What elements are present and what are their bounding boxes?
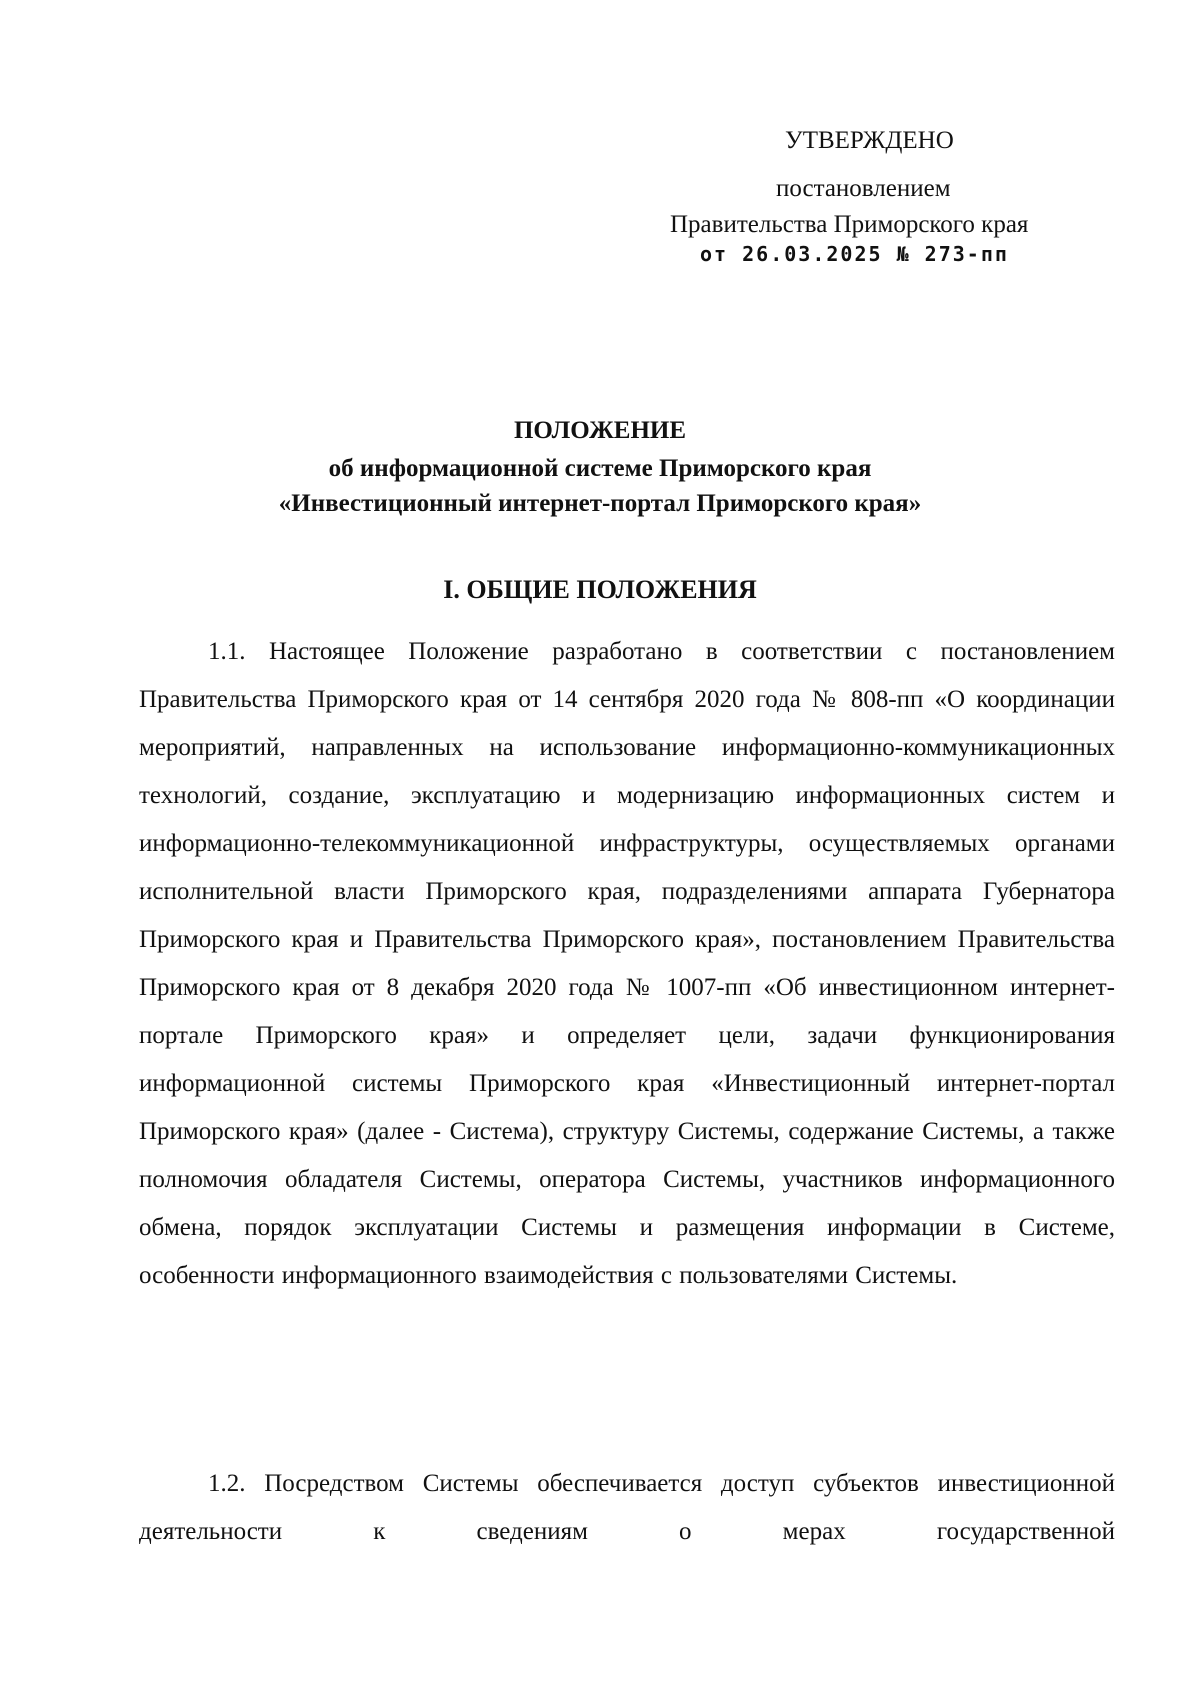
approval-decree-label: постановлением — [776, 175, 951, 202]
paragraph-1-1: 1.1. Настоящее Положение разработано в соответствии с постановлением Правительства Приморского края от 14 сентября 2020 года № 808-пп «О координации мероприятий, направленных на использование информационно-коммуникационных технологий, создание, эксплуатацию и модернизацию информационных систем и информационно-телекоммуникационной инфраструктуры, осуществляемых органами исполнительной власти Приморского края, подразделениями аппарата Губернатора Приморского края и Правительства Приморского края», постановлением Правительства Приморского края от 8 декабря 2020 года № 1007-пп «Об инвестиционном интернет-портале Приморского края» и определяет цели, задачи функционирования информационной системы Приморского края «Инвестиционный интернет-портал Приморского края» (далее - Система), структуру Системы, содержание Системы, а также полномочия обладателя Системы, оператора Системы, участников информационного обмена, порядок эксплуатации Системы и размещения информации в Системе, особенности информационного взаимодействия с пользователями Системы. — [139, 638, 1115, 1289]
approval-number-stamp: от 26.03.2025 № 273-пп — [700, 242, 1009, 266]
section-heading: I. ОБЩИЕ ПОЛОЖЕНИЯ — [443, 575, 757, 604]
approval-stamp-label: УТВЕРЖДЕНО — [785, 127, 954, 154]
document-title: ПОЛОЖЕНИЕ — [513, 417, 687, 444]
paragraph-1-2: 1.2. Посредством Системы обеспечивается доступ субъектов инвестиционной деятельности к сведениям о мерах государственной — [139, 1470, 1115, 1545]
document-subtitle: об информационной системе Приморского края — [328, 455, 872, 482]
document-name: «Инвестиционный интернет-портал Приморского края» — [278, 490, 922, 517]
approval-government-label: Правительства Приморского края — [670, 211, 1029, 238]
